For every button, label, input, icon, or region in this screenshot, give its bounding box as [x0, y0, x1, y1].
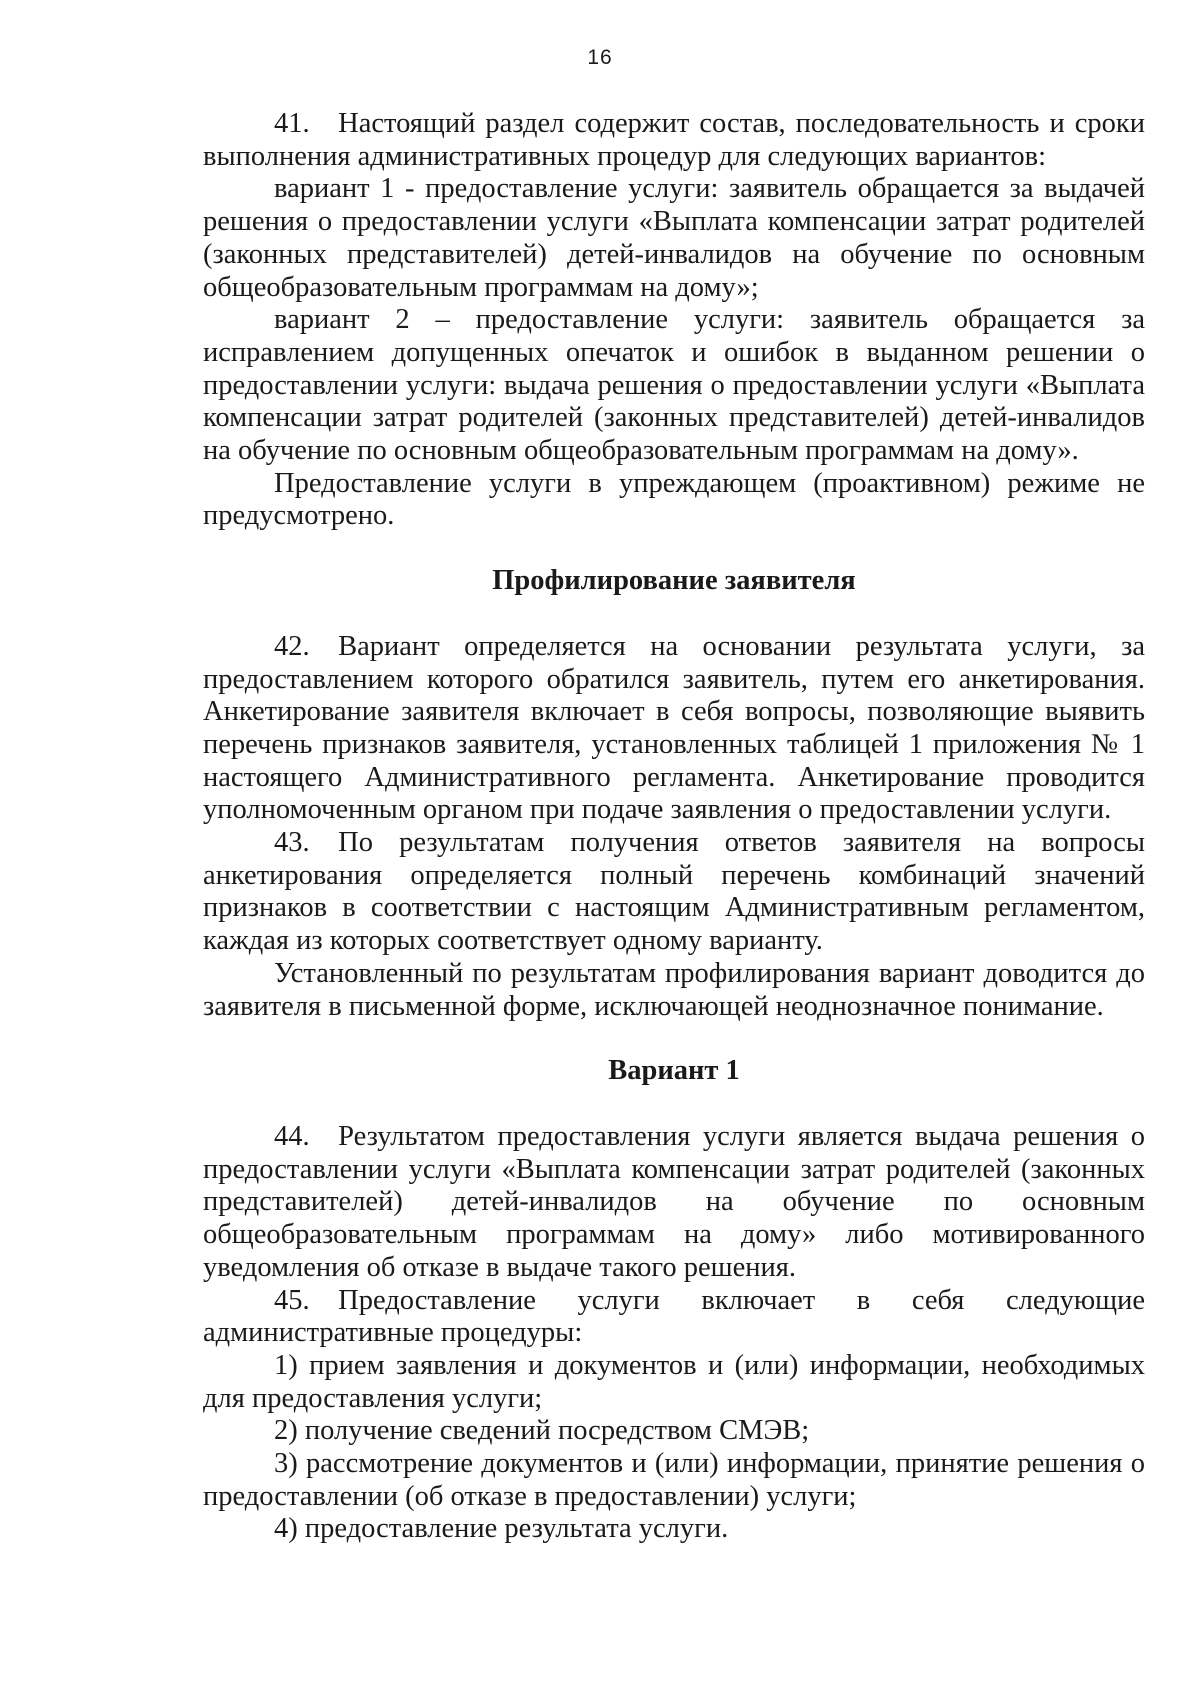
spacer — [203, 1088, 1145, 1121]
document-body — [203, 108, 1145, 1546]
procedure-item: 1) прием заявления и документов и (или) информации, необходимых для предоставления услуги; — [203, 1349, 1145, 1414]
heading-profiling: Профилирование заявителя — [492, 565, 856, 597]
spacer — [203, 1023, 1145, 1055]
page-number: 16 — [587, 46, 613, 69]
variant-2-text: вариант 2 – предоставление услуги: заявитель обращается за исправлением допущенных опечаток и ошибок в выданном решении о предоставлении услуги: выдача решения о предоставлении услуги «Выплата компенсации затрат родителей (законных представителей) детей-инвалидов на обучение по основным общеобразовательным программам на дому». — [203, 304, 1145, 467]
paragraph-45: 45. Предоставление услуги включает в себя следующие административные процедуры: — [203, 1284, 1145, 1349]
spacer — [203, 533, 1145, 565]
spacer — [203, 598, 1145, 631]
paragraph-44: 44. Результатом предоставления услуги является выдача решения о предоставлении услуги «Выплата компенсации затрат родителей (законных представителей) детей-инвалидов на обучение по основным общеобразовательным программам на дому» либо мотивированного уведомления об отказе в выдаче такого решения. — [203, 1120, 1145, 1283]
paragraph-41: 41. Настоящий раздел содержит состав, последовательность и сроки выполнения административных процедур для следующих вариантов: — [203, 108, 1145, 172]
paragraph-43: 43. По результатам получения ответов заявителя на вопросы анкетирования определяется полный перечень комбинаций значений признаков в соответствии с настоящим Административным регламентом, каждая из которых соответствует одному варианту. — [203, 827, 1145, 957]
heading-variant-1: Вариант 1 — [608, 1055, 740, 1087]
procedure-item: 2) получение сведений посредством СМЭВ; — [274, 1415, 810, 1447]
variant-1-text: вариант 1 - предоставление услуги: заявитель обращается за выдачей решения о предоставлении услуги «Выплата компенсации затрат родителей (законных представителей) детей-инвалидов на обучение по основным общеобразовательным программам на дому»; — [203, 173, 1145, 303]
established-variant-text: Установленный по результатам профилирования вариант доводится до заявителя в письменной форме, исключающей неоднозначное понимание. — [203, 957, 1145, 1022]
procedure-item: 3) рассмотрение документов и (или) информации, принятие решения о предоставлении (об отказе в предоставлении) услуги; — [203, 1448, 1145, 1512]
proactive-note: Предоставление услуги в упреждающем (проактивном) режиме не предусмотрено. — [203, 467, 1145, 532]
paragraph-42: 42. Вариант определяется на основании результата услуги, за предоставлением которого обратился заявитель, путем его анкетирования. Анкетирование заявителя включает в себя вопросы, позволяющие выявить перечень признаков заявителя, установленных таблицей 1 приложения № 1 настоящего Административного регламента. Анкетирование проводится уполномоченным органом при подаче заявления о предоставлении услуги. — [203, 630, 1145, 826]
procedure-item: 4) предоставление результата услуги. — [274, 1513, 729, 1545]
